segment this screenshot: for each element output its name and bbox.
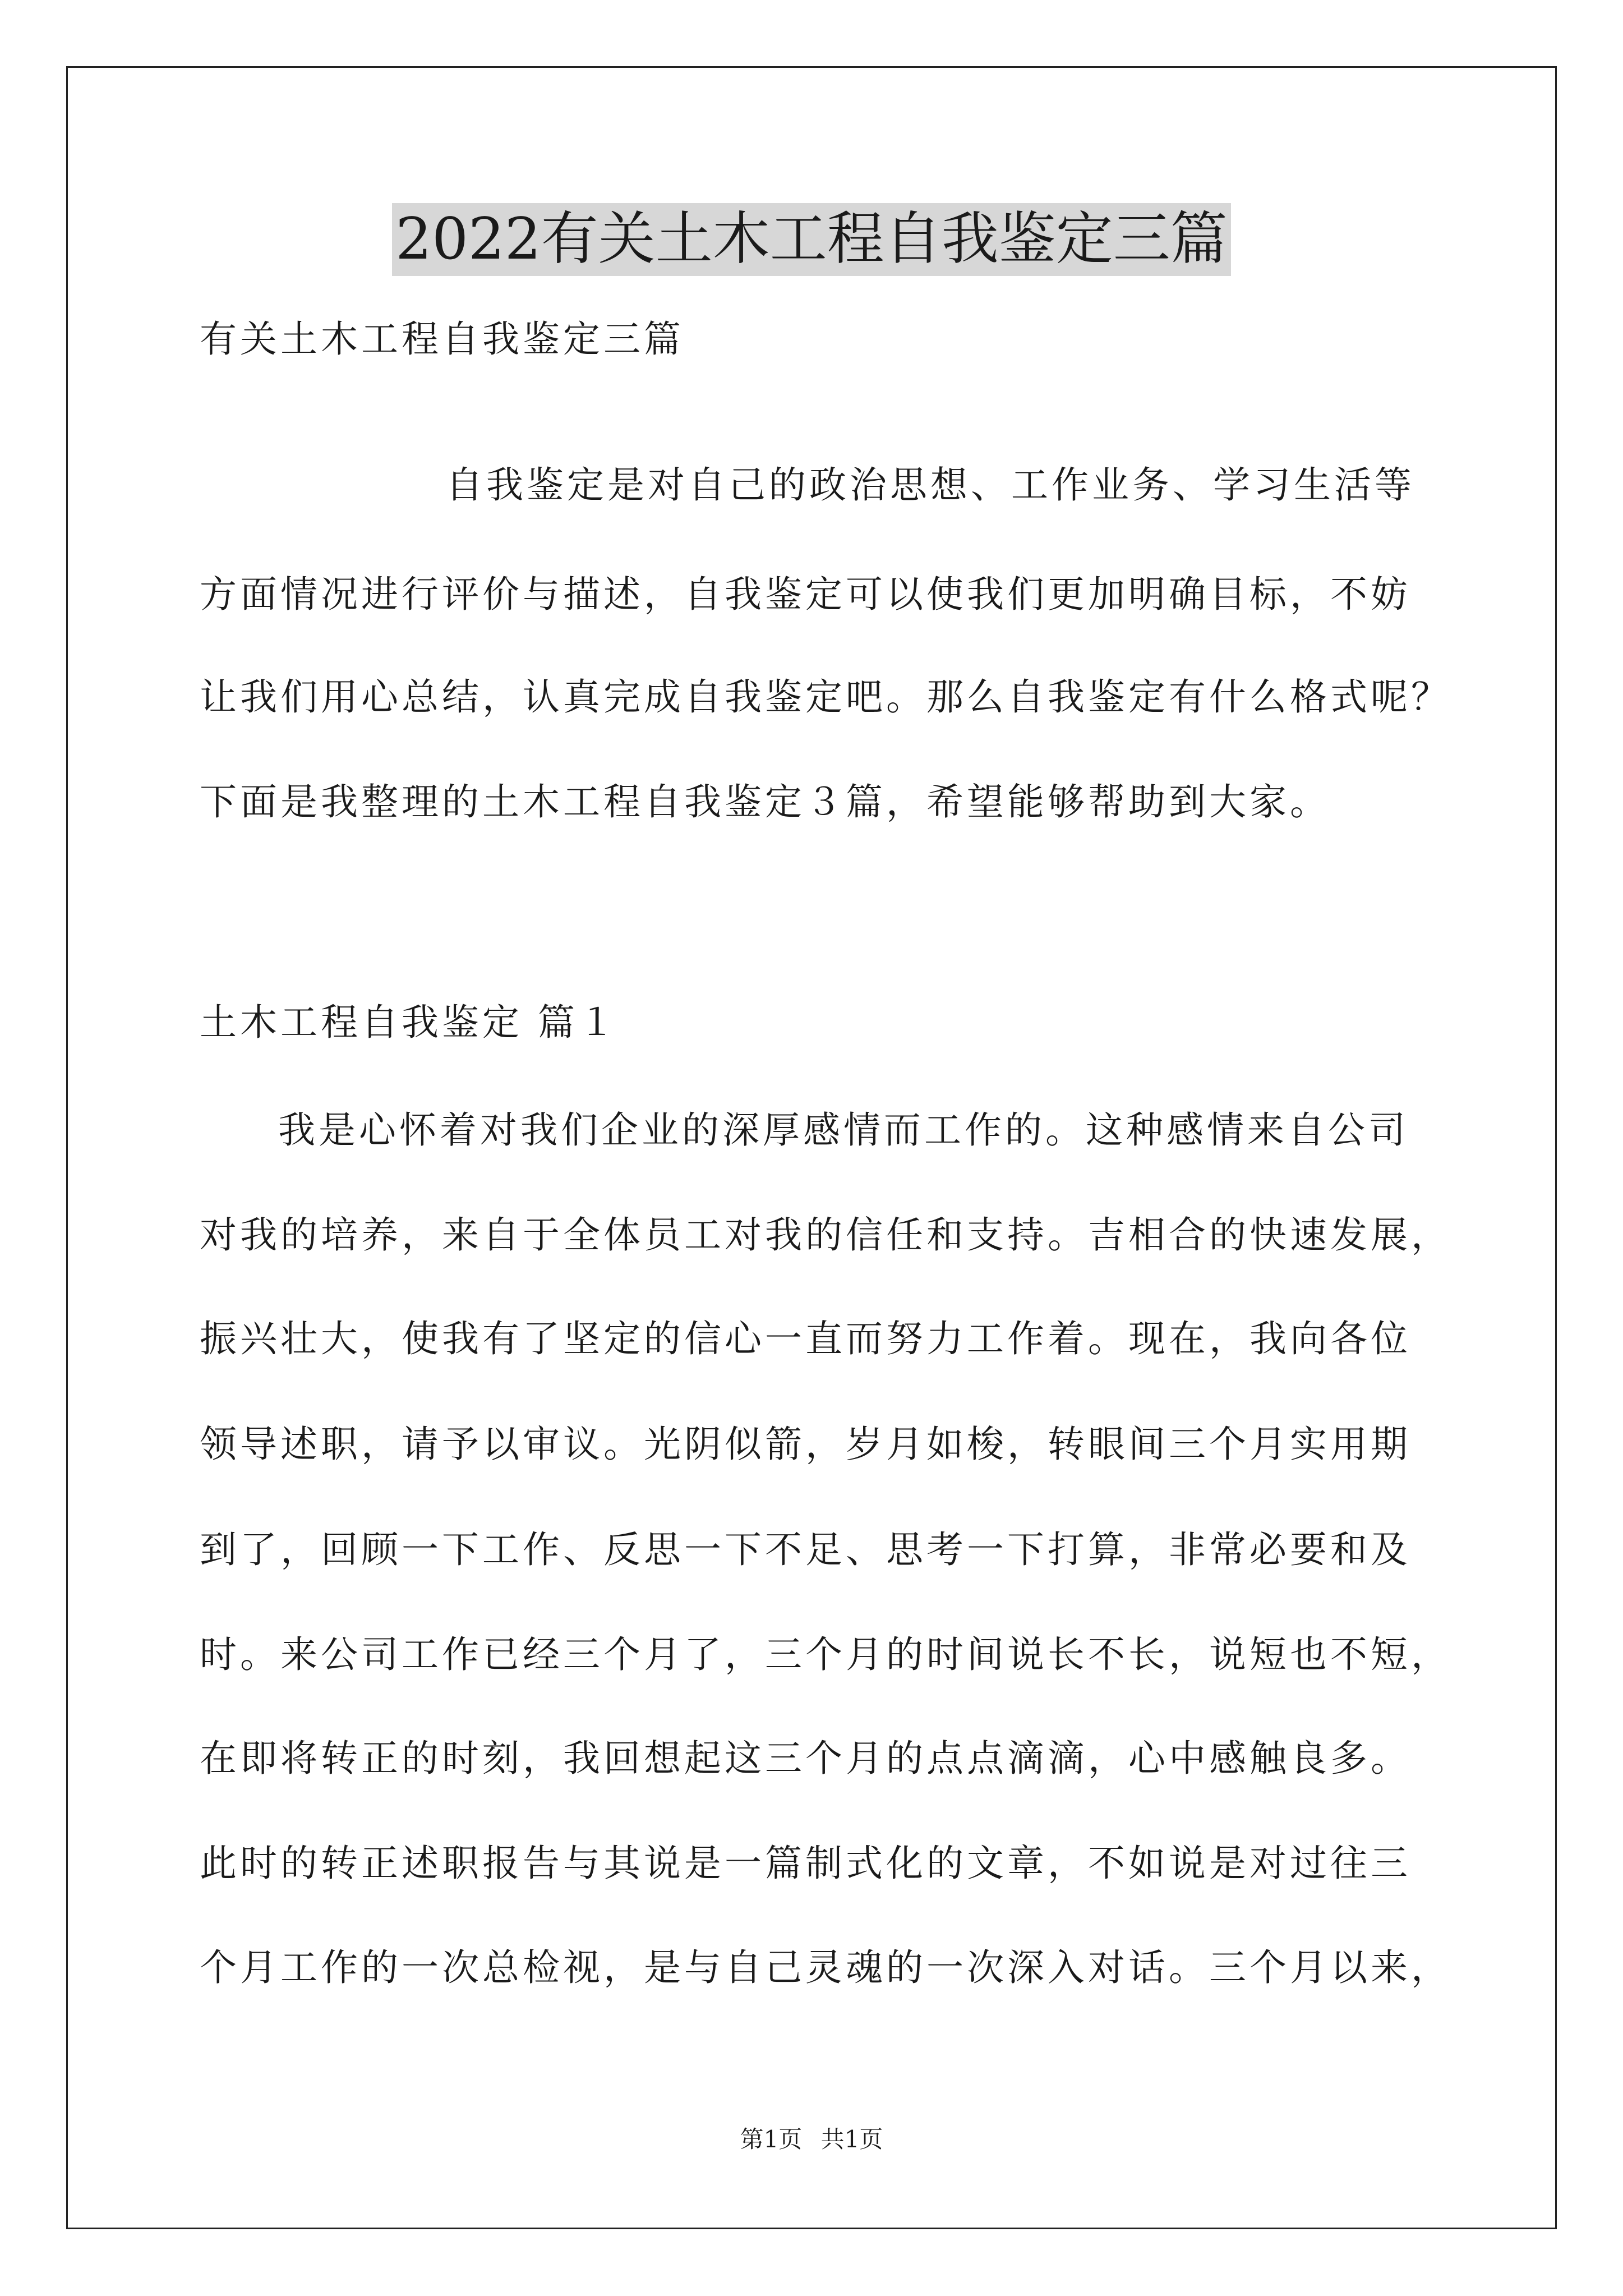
- intro-line: 下面是我整理的土木工程自我鉴定３篇，希望能够帮助到大家。: [200, 780, 1330, 823]
- body-line: 我是心怀着对我们企业的深厚感情而工作的。这种感情来自公司: [278, 1108, 1409, 1152]
- section-heading: 土木工程自我鉴定 篇１: [200, 1001, 619, 1044]
- intro-line: 方面情况进行评价与描述，自我鉴定可以使我们更加明确目标，不妨: [200, 573, 1411, 616]
- body-line: 个月工作的一次总检视，是与自己灵魂的一次深入对话。三个月以来，: [200, 1946, 1451, 1989]
- body-line: 在即将转正的时刻，我回想起这三个月的点点滴滴，心中感触良多。: [200, 1737, 1411, 1780]
- body-line: 振兴壮大，使我有了坚定的信心一直而努力工作着。现在，我向各位: [200, 1317, 1411, 1360]
- body-line: 时。来公司工作已经三个月了，三个月的时间说长不长，说短也不短，: [200, 1633, 1451, 1676]
- document-title: 2022有关土木工程自我鉴定三篇: [392, 203, 1231, 276]
- title-block: [0, 203, 1623, 276]
- body-line: 对我的培养，来自于全体员工对我的信任和支持。吉相合的快速发展，: [200, 1213, 1451, 1257]
- intro-line: 自我鉴定是对自己的政治思想、工作业务、学习生活等: [446, 463, 1415, 507]
- document-subtitle: 有关土木工程自我鉴定三篇: [200, 318, 684, 361]
- body-line: 领导述职，请予以审议。光阴似箭，岁月如梭，转眼间三个月实用期: [200, 1423, 1411, 1466]
- body-line: 此时的转正述职报告与其说是一篇制式化的文章，不如说是对过往三: [200, 1842, 1411, 1885]
- body-line: 到了，回顾一下工作、反思一下不足、思考一下打算，非常必要和及: [200, 1528, 1411, 1571]
- page-total: 共1页: [820, 2125, 883, 2153]
- intro-line: 让我们用心总结，认真完成自我鉴定吧。那么自我鉴定有什么格式呢？: [200, 675, 1451, 719]
- page-number: 第1页: [740, 2125, 803, 2153]
- page-footer: [0, 2125, 1623, 2154]
